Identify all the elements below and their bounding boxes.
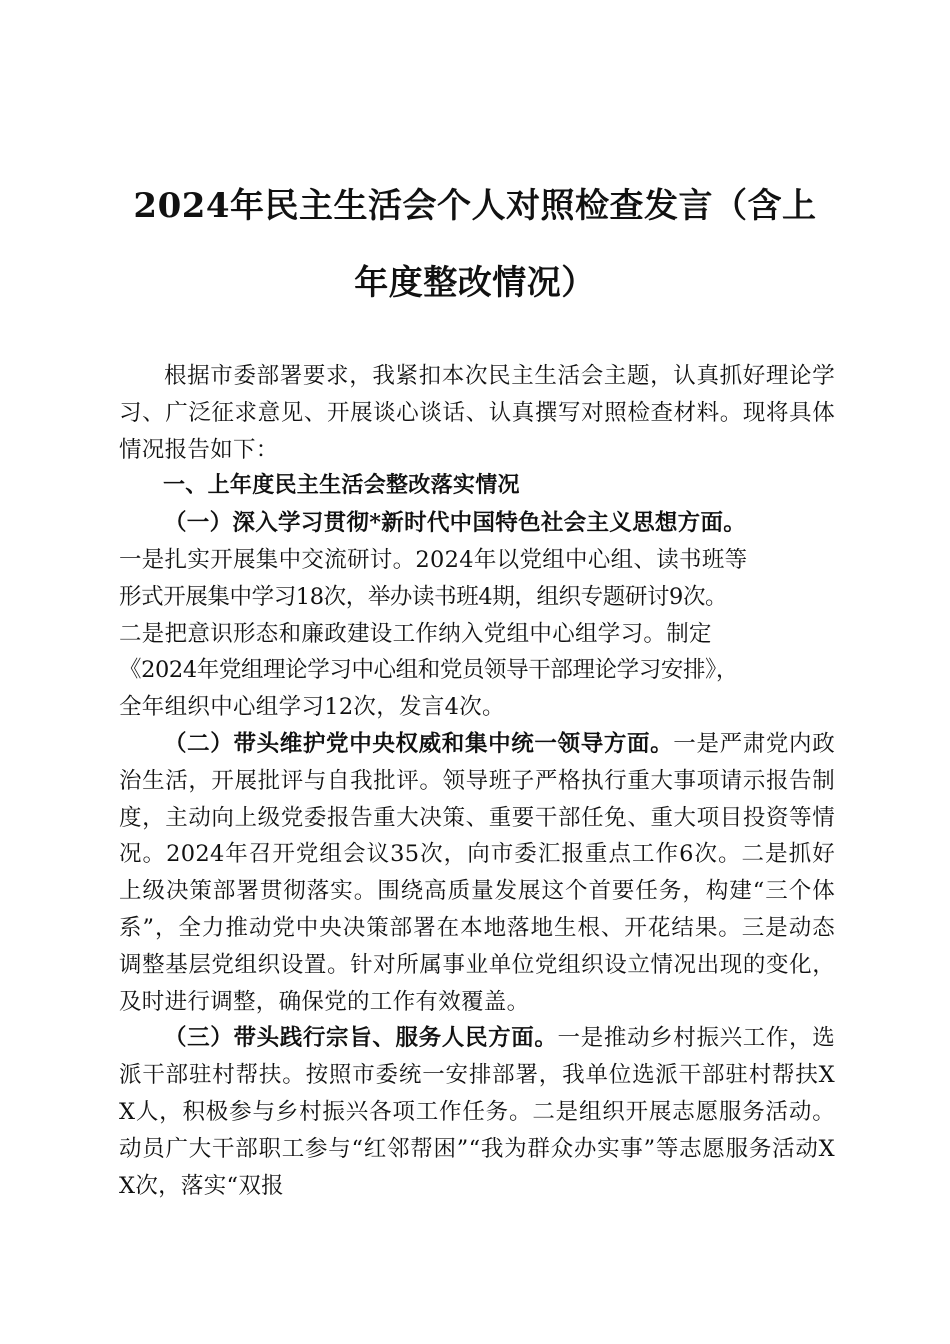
document-body xyxy=(119,358,835,1204)
item1-line-2: 一是扎实开展集中交流研讨。2024年以党组中心组、读书班等 xyxy=(119,546,748,573)
document-title xyxy=(100,168,850,322)
section-heading: 一、上年度民主生活会整改落实情况 xyxy=(163,473,520,499)
item1-line-3: 形式开展集中学习18次，举办读书班4期，组织专题研讨9次。 xyxy=(119,583,728,610)
item1-line-4: 二是把意识形态和廉政建设工作纳入党组中心组学习。制定 xyxy=(119,620,712,647)
item2-paragraph xyxy=(119,726,835,1020)
item3-paragraph xyxy=(119,1020,835,1204)
item1-line-6: 全年组织中心组学习12次，发言4次。 xyxy=(119,694,505,721)
item3-lead: （三）带头践行宗旨、服务人民方面。 xyxy=(164,1025,558,1052)
item3-body: 一是推动乡村振兴工作，选派干部驻村帮扶。按照市委统一安排部署，我单位选派干部驻村帮扶XX人，积极参与乡村振兴各项工作任务。二是组织开展志愿服务活动。动员广大干部职工参与“红邻帮困”“我为群众办实事”等志愿服务活动XX次，落实“双报 xyxy=(119,1025,835,1199)
intro-paragraph: 根据市委部署要求，我紧扣本次民主生活会主题，认真抓好理论学习、广泛征求意见、开展谈心谈话、认真撰写对照检查材料。现将具体情况报告如下： xyxy=(119,363,835,463)
item1-line-5: 《2024年党组理论学习中心组和党员领导干部理论学习安排》， xyxy=(119,657,739,684)
title-line-2: 年度整改情况） xyxy=(354,263,596,303)
item1-lead: （一）深入学习贯彻*新时代中国特色社会主义思想方面。 xyxy=(164,510,747,537)
item1-paragraph xyxy=(119,505,835,726)
item2-lead: （二）带头维护党中央权威和集中统一领导方面。 xyxy=(164,730,674,757)
title-line-1: 2024年民主生活会个人对照检查发言（含上 xyxy=(133,186,817,226)
item2-body: 一是严肃党内政治生活，开展批评与自我批评。领导班子严格执行重大事项请示报告制度，主动向上级党委报告重大决策、重要干部任免、重大项目投资等情况。2024年召开党组会议35次，向市委汇报重点工作6次。二是抓好上级决策部署贯彻落实。围绕高质量发展这个首要任务，构建“三个体系”，全力推动党中央决策部署在本地落地生根、开花结果。三是动态调整基层党组织设置。针对所属事业单位党组织设立情况出现的变化，及时进行调整，确保党的工作有效覆盖。 xyxy=(119,730,835,1015)
